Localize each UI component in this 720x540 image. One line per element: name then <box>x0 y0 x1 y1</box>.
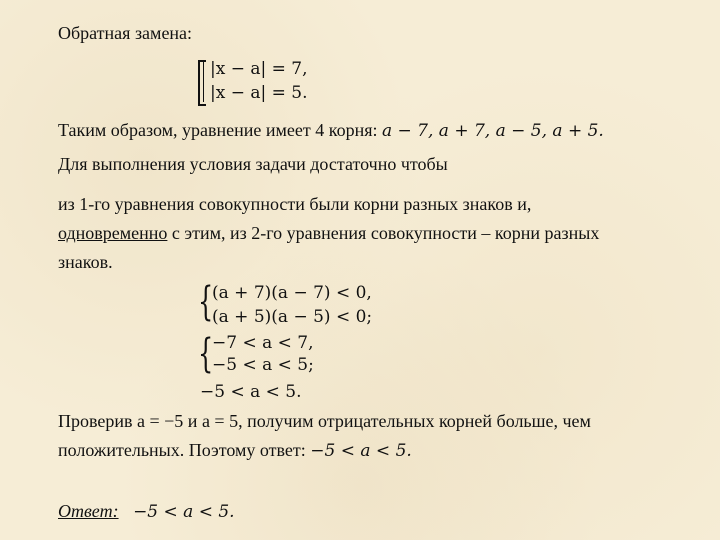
underlined-word: одновременно <box>58 223 168 243</box>
system-3 <box>198 332 358 382</box>
check-line-2-math: −5 < a < 5. <box>310 441 412 461</box>
condition-line-4: знаков. <box>58 252 113 272</box>
condition-line-1: Для выполнения условия задачи достаточно чтобы <box>58 154 448 174</box>
roots-line <box>58 119 604 142</box>
check-line-1: Проверив a = −5 и a = 5, получим отрицательных корней больше, чем <box>58 411 591 431</box>
result-inequality: −5 < a < 5. <box>200 382 302 402</box>
system1-eq2: |x − a| = 5. <box>210 83 308 103</box>
roots-math: a − 7, a + 7, a − 5, a + 5. <box>381 121 604 141</box>
check-line-2-text: положительных. Поэтому ответ: <box>58 440 306 460</box>
answer-value: −5 < a < 5. <box>133 502 235 522</box>
roots-text: Таким образом, уравнение имеет 4 корня: <box>58 120 378 140</box>
answer-label: Ответ: <box>58 501 119 521</box>
curly-brace-icon: { <box>198 279 214 325</box>
check-line-2 <box>58 439 412 462</box>
system-aggregate-1 <box>196 58 336 108</box>
system3-eq2: −5 < a < 5; <box>212 355 314 375</box>
answer-line <box>58 500 235 523</box>
heading: Обратная замена: <box>58 23 193 43</box>
system-2 <box>198 280 398 330</box>
curly-brace-icon: { <box>198 331 214 377</box>
condition-line-3 <box>58 222 599 244</box>
system2-eq2: (a + 5)(a − 5) < 0; <box>212 307 373 327</box>
system1-eq1: |x − a| = 7, <box>210 59 308 79</box>
square-bracket-inner-icon <box>203 62 207 102</box>
condition-line-2: из 1-го уравнения совокупности были корни разных знаков и, <box>58 194 532 214</box>
system3-eq1: −7 < a < 7, <box>212 333 314 353</box>
system2-eq1: (a + 7)(a − 7) < 0, <box>212 283 372 303</box>
condition-line-3-rest: с этим, из 2-го уравнения совокупности – корни разных <box>167 223 600 243</box>
